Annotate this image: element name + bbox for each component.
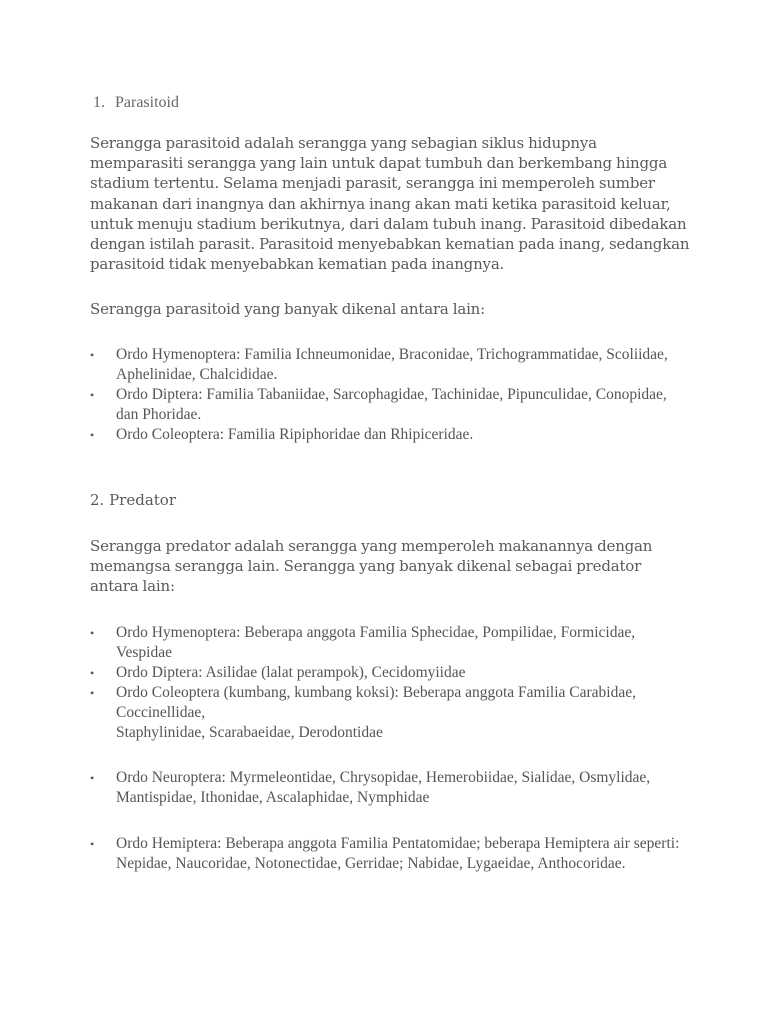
predator-list-b xyxy=(90,768,690,808)
bullet-icon: • xyxy=(90,666,95,680)
list-item xyxy=(90,663,690,683)
list-item-text: Ordo Coleoptera (kumbang, kumbang koksi): Beberapa anggota Familia Carabidae, Coccinellidae, Staphylinidae, Scarabaeidae, Derodontidae xyxy=(116,684,636,741)
list-item xyxy=(90,385,690,425)
parasitoid-list xyxy=(90,345,690,445)
list-item-text: Ordo Hymenoptera: Beberapa anggota Familia Sphecidae, Pompilidae, Formicidae, Vespidae xyxy=(116,624,636,661)
bullet-icon: • xyxy=(90,626,95,640)
list-item-text: Ordo Hymenoptera: Familia Ichneumonidae, Braconidae, Trichogrammatidae, Scoliidae, Aphelinidae, Chalcididae. xyxy=(116,346,668,383)
parasitoid-intro: Serangga parasitoid yang banyak dikenal antara lain: xyxy=(90,300,485,318)
list-item-text: Ordo Diptera: Asilidae (lalat perampok), Cecidomyiidae xyxy=(116,664,466,681)
section-1-title: Parasitoid xyxy=(115,94,179,111)
section-2-heading: 2. Predator xyxy=(90,491,176,509)
section-1-heading xyxy=(93,93,693,113)
bullet-icon: • xyxy=(90,837,95,851)
list-item xyxy=(90,834,690,874)
predator-list-c xyxy=(90,834,690,874)
list-item xyxy=(90,345,690,385)
bullet-icon: • xyxy=(90,388,95,402)
section-1-number: 1. xyxy=(93,94,105,111)
bullet-icon: • xyxy=(90,348,95,362)
list-item-text: Ordo Coleoptera: Familia Ripiphoridae dan Rhipiceridae. xyxy=(116,426,474,443)
list-item-text: Ordo Hemiptera: Beberapa anggota Familia Pentatomidae; beberapa Hemiptera air seperti: Nepidae, Naucoridae, Notonectidae, Gerridae; Nabidae, Lygaeidae, Anthocoridae. xyxy=(116,835,680,872)
list-item xyxy=(90,425,690,445)
predator-list-a xyxy=(90,623,690,743)
list-item xyxy=(90,623,690,663)
list-item-text: Ordo Neuroptera: Myrmeleontidae, Chrysopidae, Hemerobiidae, Sialidae, Osmylidae, Mantispidae, Ithonidae, Ascalaphidae, Nymphidae xyxy=(116,769,651,806)
predator-paragraph: Serangga predator adalah serangga yang memperoleh makanannya dengan memangsa serangga lain. Serangga yang banyak dikenal sebagai predator antara lain: xyxy=(90,537,653,596)
parasitoid-paragraph: Serangga parasitoid adalah serangga yang sebagian siklus hidupnya memparasiti serangga yang lain untuk dapat tumbuh dan berkembang hingga stadium tertentu. Selama menjadi parasit, serangga ini memperoleh sumber makanan dari inangnya dan akhirnya inang akan mati ketika parasitoid keluar, untuk menuju stadium berikutnya, dari dalam tubuh inang. Parasitoid dibedakan dengan istilah parasit. Parasitoid menyebabkan kematian pada inang, sedangkan parasitoid tidak menyebabkan kematian pada inangnya. xyxy=(90,134,690,274)
bullet-icon: • xyxy=(90,686,95,700)
list-item xyxy=(90,768,690,808)
list-item-text: Ordo Diptera: Familia Tabaniidae, Sarcophagidae, Tachinidae, Pipunculidae, Conopidae, dan Phoridae. xyxy=(116,386,667,423)
bullet-icon: • xyxy=(90,771,95,785)
list-item xyxy=(90,683,690,743)
bullet-icon: • xyxy=(90,428,95,442)
